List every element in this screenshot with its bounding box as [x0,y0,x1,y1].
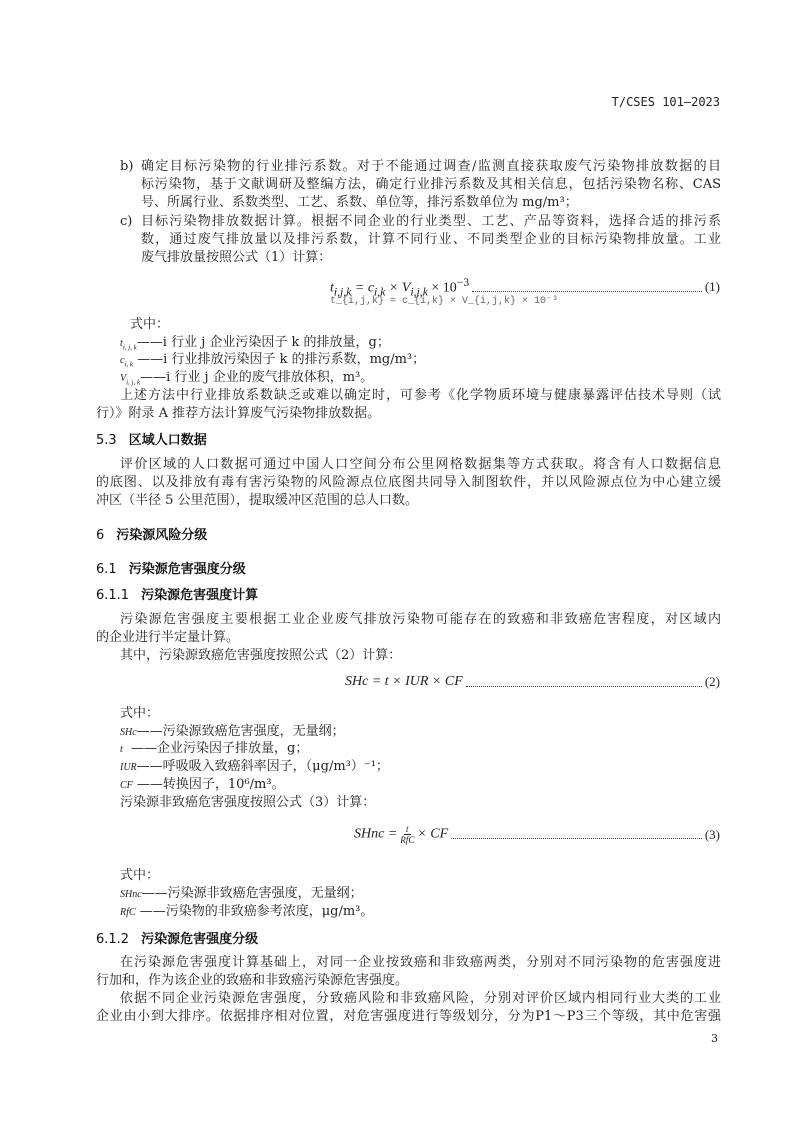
list-b-line: 确定目标污染物的行业排污系数。对于不能通过调查/监测直接获取废气污染物排放数据的目 [141,159,721,174]
formula-2 [345,674,720,690]
definition-t: t ——企业污染因子排放量，g； [120,741,309,756]
paragraph-line: 企业由小到大排序。依据排序相对位置，对危害强度进行等级划分，分为P1～P3三个等级，其中危害强 [96,1009,721,1024]
paragraph-line: 行加和，作为该企业的致癌和非致癌污染源危害强度。 [96,973,409,988]
note-line: 上述方法中行业排放系数缺乏或难以确定时，可参考《化学物质环境与健康暴露评估技术导则（试 [120,388,721,403]
formula-3-expression: SHnc = $\frac{t}{\text{RfC}}$ × CF [354,824,449,845]
paragraph-line: 在污染源危害强度计算基础上，对同一企业按致癌和非致癌两类，分别对不同污染物的危害强度进 [120,955,721,970]
leader-dots [472,283,702,292]
paragraph-line: 依据不同企业污染源危害强度，分致癌风险和非致癌风险，分别对评价区域内相同行业大类的工业 [120,991,721,1006]
heading-6-1-2: 6.1.2 污染源危害强度分级 [96,932,259,947]
formula-1-expression: $t_{i,j,k} = c_{i,k} \times V_{i,j,k} \times 10^{-3}$ [330,276,470,299]
definition-shc: SHc——污染源致癌危害强度，无量纲； [120,724,345,739]
heading-6-1-1: 6.1.1 污染源危害强度计算 [96,588,259,603]
paragraph-line: 的企业进行半定量计算。 [96,630,240,645]
paragraph-line: 污染源非致癌危害强度按照公式（3）计算： [120,795,376,810]
list-marker-c: c) [120,214,133,229]
heading-6: 6 污染源风险分级 [96,528,208,543]
where-label: 式中： [130,317,170,332]
formula-3 [354,824,720,845]
definition-shnc: SHnc——污染源非致癌危害强度，无量纲； [120,886,363,901]
definition-cf: CF ——转换因子，10⁶/m³。 [120,777,285,792]
list-b-line: 标污染物，基于文献调研及整编方法，确定行业排污系数及其相关信息，包括污染物名称、CAS [141,177,721,192]
page-number: 3 [711,1032,718,1045]
paragraph-line: 冲区（半径 5 公里范围），提取缓冲区范围的总人口数。 [96,493,419,508]
leader-dots [451,830,702,839]
paragraph-line: 污染源危害强度主要根据工业企业废气排放污染物可能存在的致癌和非致癌危害程度，对区域内 [120,612,721,627]
where-label: 式中： [120,868,160,883]
where-label: 式中： [120,706,160,721]
list-c-line: 目标污染物排放数据计算。根据不同企业的行业类型、工艺、产品等资料，选择合适的排污系 [141,214,721,229]
leader-dots [466,678,702,687]
paragraph-line: 的底图、以及排放有毒有害污染物的风险源点位底图共同导入制图软件，并以风险源点位为中心建立缓 [96,475,721,490]
note-line: 行）》附录 A 推荐方法计算废气污染物排放数据。 [96,406,381,421]
formula-number: (1) [704,279,720,295]
formula-number: (3) [704,826,720,842]
paragraph-line: 其中，污染源致癌危害强度按照公式（2）计算： [120,648,402,663]
heading-5-3: 5.3 区域人口数据 [96,433,207,448]
definition-v: $V_{i, j, k}——i$ 行业 j 企业的废气排放体积，m³。 [120,370,374,387]
heading-6-1: 6.1 污染源危害强度分级 [96,562,246,577]
list-b-line: 号、所属行业、系数类型、工艺、系数、单位等，排污系数单位为 mg/m³； [141,195,578,210]
paragraph-line: 评价区域的人口数据可通过中国人口空间分布公里网格数据集等方式获取。将含有人口数据信息 [120,457,721,472]
list-marker-b: b) [120,159,134,174]
formula-number: (2) [704,674,720,689]
definition-t: $t_{i, j, k}——i$ 行业 j 企业污染因子 k 的排放量，g； [120,335,390,352]
definition-iur: IUR——呼吸吸入致癌斜率因子，（μg/m³）⁻¹； [120,759,389,774]
document-id: T/CSES 101—2023 [611,95,720,109]
definition-rfc: RfC ——污染物的非致癌参考浓度，μg/m³。 [120,904,374,919]
formula-2-expression: SHc = t × IUR × CF [345,674,463,689]
definition-c: $c_{i, k}$ ——i 行业排放污染因子 k 的排污系数，mg/m³； [120,352,426,369]
list-c-line: 废气排放量按照公式（1）计算： [141,250,332,265]
list-c-line: 数，通过废气排放量以及排污系数，计算不同行业、不同类型企业的目标污染物排放量。工业 [141,232,721,247]
formula-1-plain-expression: t_{i,j,k} = c_{i,k} × V_{i,j,k} × 10⁻³ [330,296,559,307]
